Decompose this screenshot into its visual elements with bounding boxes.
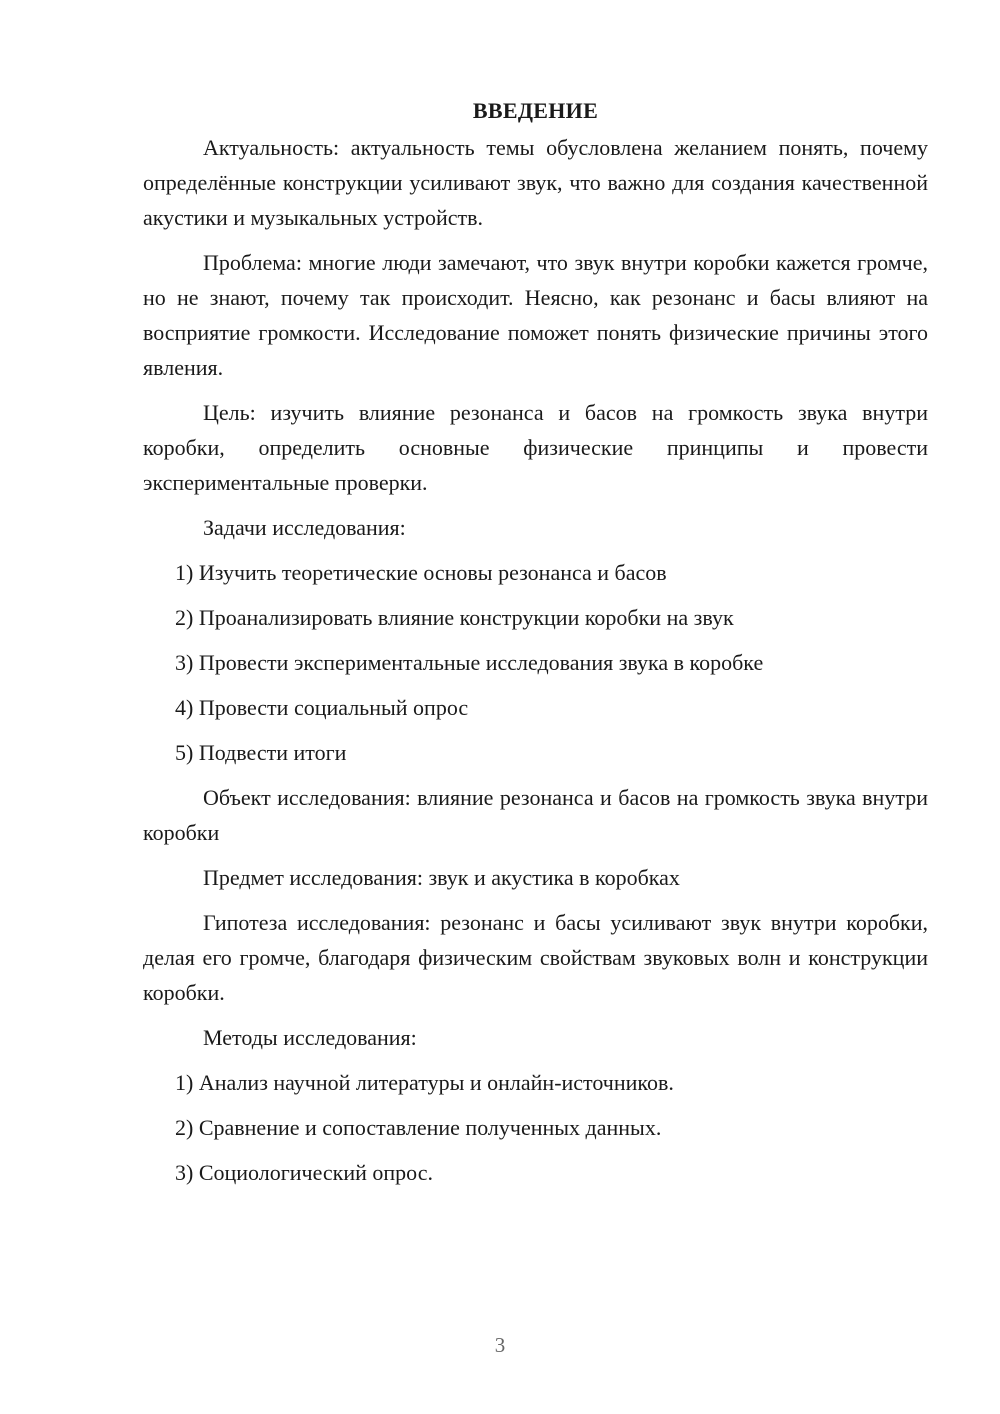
page-number: 3 bbox=[494, 1333, 506, 1357]
task-item: 3) Провести экспериментальные исследования звука в коробке bbox=[175, 650, 764, 675]
hypothesis-paragraph: Гипотеза исследования: резонанс и басы усиливают звук внутри коробки, делая его громче, благодаря физическим свойствам звуковых волн и конструкции коробки. bbox=[143, 910, 928, 1005]
task-item: 2) Проанализировать влияние конструкции коробки на звук bbox=[175, 605, 734, 630]
problem-paragraph: Проблема: многие люди замечают, что звук внутри коробки кажется громче, но не знают, почему так происходит. Неясно, как резонанс и басы влияют на восприятие громкости. Исследование поможет понять физические причины этого явления. bbox=[143, 250, 928, 380]
task-item: 1) Изучить теоретические основы резонанса и басов bbox=[175, 560, 667, 585]
goal-paragraph: Цель: изучить влияние резонанса и басов на громкость звука внутри коробки, определить основные физические принципы и провести экспериментальные проверки. bbox=[143, 400, 928, 495]
object-paragraph: Объект исследования: влияние резонанса и басов на громкость звука внутри коробки bbox=[143, 785, 928, 845]
method-item: 2) Сравнение и сопоставление полученных данных. bbox=[175, 1115, 662, 1140]
subject-paragraph: Предмет исследования: звук и акустика в коробках bbox=[203, 865, 680, 890]
tasks-heading: Задачи исследования: bbox=[203, 515, 406, 540]
relevance-paragraph: Актуальность: актуальность темы обусловлена желанием понять, почему определённые конструкции усиливают звук, что важно для создания качественной акустики и музыкальных устройств. bbox=[143, 135, 928, 230]
method-item: 3) Социологический опрос. bbox=[175, 1160, 433, 1185]
page-content bbox=[143, 93, 928, 1190]
tasks-list bbox=[143, 555, 928, 770]
method-item: 1) Анализ научной литературы и онлайн-источников. bbox=[175, 1070, 674, 1095]
task-item: 5) Подвести итоги bbox=[175, 740, 347, 765]
methods-heading: Методы исследования: bbox=[203, 1025, 417, 1050]
section-title: ВВЕДЕНИЕ bbox=[472, 98, 599, 123]
methods-list bbox=[143, 1065, 928, 1190]
task-item: 4) Провести социальный опрос bbox=[175, 695, 469, 720]
